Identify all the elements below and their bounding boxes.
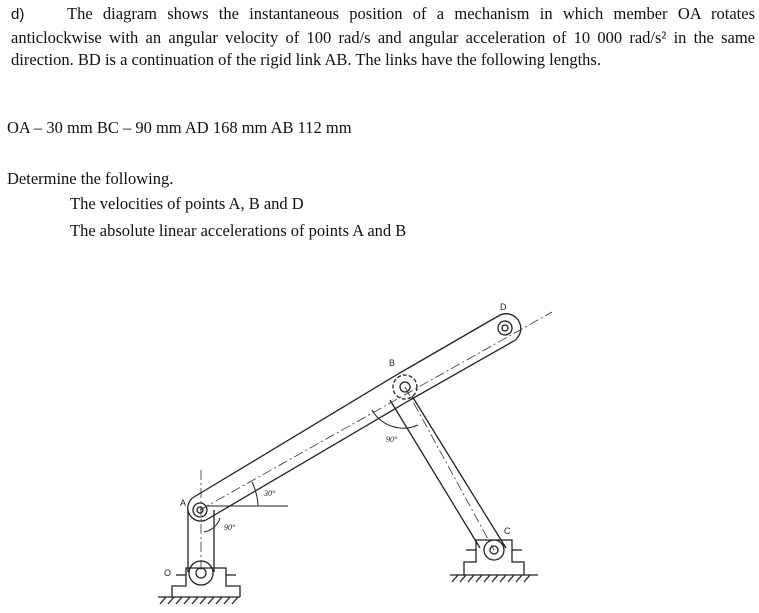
question-label: d) bbox=[11, 6, 25, 23]
task-item-accelerations: The absolute linear accelerations of points A and B bbox=[70, 221, 407, 240]
link-lengths: OA – 30 mm BC – 90 mm AD 168 mm AB 112 mm bbox=[7, 118, 352, 137]
label-o: O bbox=[164, 568, 172, 578]
question-text bbox=[11, 3, 755, 72]
label-c: C bbox=[504, 526, 511, 536]
ground-hatch-o bbox=[158, 597, 240, 604]
angle-label-bc: 90° bbox=[386, 435, 398, 444]
label-d: D bbox=[500, 302, 507, 312]
mechanism-diagram bbox=[0, 290, 759, 613]
center-lines bbox=[200, 312, 552, 573]
pin-d-inner bbox=[502, 325, 508, 331]
question-body: The diagram shows the instantaneous position of a mechanism in which member OA rotates anticlockwise with an angular velocity of 100 rad/s and angular acceleration of 10 000 rad/s² in the same direction. BD is a continuation of the rigid link AB. The links have the following lengths. bbox=[11, 4, 755, 69]
determine-heading: Determine the following. bbox=[7, 169, 174, 188]
angle-label-crank: 90° bbox=[224, 523, 236, 532]
pin-d bbox=[498, 321, 512, 335]
label-a: A bbox=[180, 498, 187, 508]
angle-label-30: 30° bbox=[264, 489, 276, 498]
support-c bbox=[464, 540, 524, 575]
ground-hatch-c bbox=[450, 575, 538, 582]
label-b: B bbox=[389, 358, 396, 368]
link-bc bbox=[390, 396, 506, 548]
task-item-velocities: The velocities of points A, B and D bbox=[70, 194, 304, 213]
